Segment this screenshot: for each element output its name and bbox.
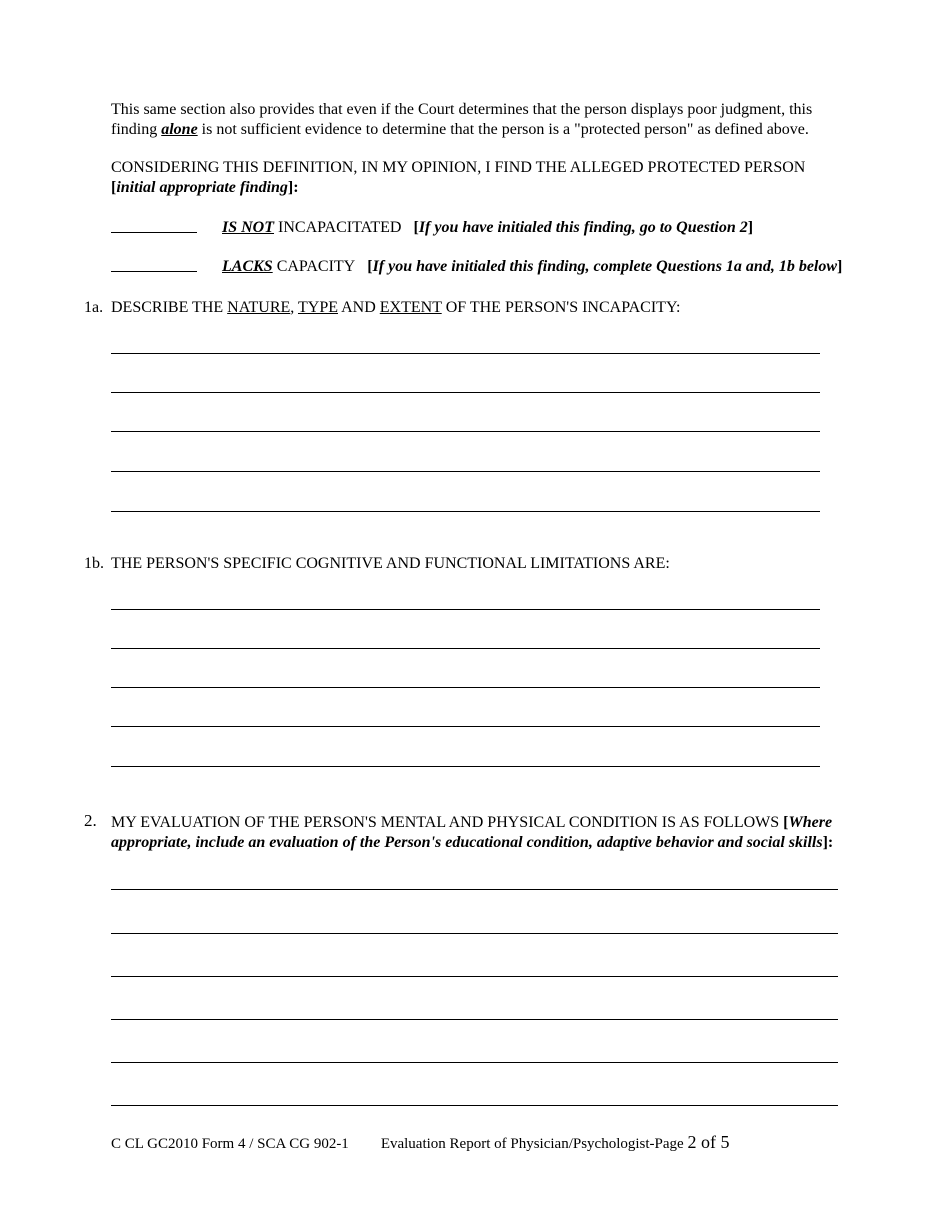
q1b-answer-line[interactable] bbox=[111, 687, 820, 688]
finding-2-keyword: LACKS bbox=[222, 258, 273, 275]
intro-line-2 bbox=[111, 120, 901, 140]
q1a-sep2: AND bbox=[337, 299, 380, 316]
q1a-answer-line[interactable] bbox=[111, 471, 820, 472]
q2-number: 2. bbox=[84, 811, 97, 830]
q1a-answer-line[interactable] bbox=[111, 392, 820, 393]
finding-is-not-incapacitated bbox=[111, 218, 197, 239]
q2-text: MY EVALUATION OF THE PERSON'S MENTAL AND PHYSICAL CONDITION IS AS FOLLOWS bbox=[111, 814, 784, 831]
initial-blank-lacks[interactable] bbox=[111, 257, 197, 272]
footer-page-number: 2 of 5 bbox=[687, 1132, 730, 1152]
finding-2-rest: CAPACITY bbox=[272, 258, 356, 275]
intro-line-2-pre: finding bbox=[111, 121, 162, 138]
page-footer bbox=[111, 1132, 729, 1154]
q2-answer-line[interactable] bbox=[111, 1019, 838, 1020]
finding-1-open: [ bbox=[413, 219, 419, 236]
q1a-extent: EXTENT bbox=[379, 299, 442, 316]
q1b-text: THE PERSON'S SPECIFIC COGNITIVE AND FUNCTIONAL LIMITATIONS ARE: bbox=[111, 555, 670, 572]
q2-instruction-line-2: appropriate, include an evaluation of the Person's educational condition, adaptive behavior and social skills bbox=[111, 834, 823, 851]
finding-1-rest: INCAPACITATED bbox=[274, 219, 402, 236]
q1b-answer-line[interactable] bbox=[111, 609, 820, 610]
intro-line-1: This same section also provides that even if the Court determines that the person displays poor judgment, this bbox=[111, 101, 813, 118]
q1a-type: TYPE bbox=[297, 299, 338, 316]
q1b-answer-line[interactable] bbox=[111, 766, 820, 767]
finding-lacks-text bbox=[222, 257, 842, 277]
finding-2-close: ] bbox=[837, 258, 843, 275]
considering-close-bracket: ]: bbox=[287, 179, 299, 196]
intro-line-2-post: is not sufficient evidence to determine that the person is a "protected person" as defined above. bbox=[197, 121, 809, 138]
q1a-number: 1a. bbox=[84, 299, 104, 316]
q1a-answer-line[interactable] bbox=[111, 353, 820, 354]
considering-line-2 bbox=[111, 178, 901, 198]
considering-line-1: CONSIDERING THIS DEFINITION, IN MY OPINION, I FIND THE ALLEGED PROTECTED PERSON bbox=[111, 159, 806, 176]
q2-answer-line[interactable] bbox=[111, 933, 838, 934]
q1b-answer-line[interactable] bbox=[111, 726, 820, 727]
q2-close: ]: bbox=[822, 834, 834, 851]
q2-line-2 bbox=[111, 833, 833, 853]
footer-title: Evaluation Report of Physician/Psychologist-Page bbox=[380, 1136, 684, 1152]
finding-1-instruction: If you have initialed this finding, go to Question 2 bbox=[418, 219, 748, 236]
footer-form-id: C CL GC2010 Form 4 / SCA CG 902-1 bbox=[111, 1136, 349, 1152]
q1b-answer-line[interactable] bbox=[111, 648, 820, 649]
q1a-nature: NATURE bbox=[227, 299, 291, 316]
q1a-answer-line[interactable] bbox=[111, 511, 820, 512]
considering-instruction: initial appropriate finding bbox=[116, 179, 288, 196]
finding-1-close: ] bbox=[747, 219, 754, 236]
q2-answer-line[interactable] bbox=[111, 1105, 838, 1106]
finding-1-keyword: IS NOT bbox=[222, 219, 275, 236]
considering-open-bracket: [ bbox=[111, 179, 117, 196]
q2-answer-line[interactable] bbox=[111, 976, 838, 977]
q2-open: [ bbox=[783, 814, 789, 831]
q2-answer-line[interactable] bbox=[111, 1062, 838, 1063]
finding-is-not-text bbox=[222, 218, 753, 238]
finding-lacks-capacity bbox=[111, 257, 197, 278]
q1a-text bbox=[111, 298, 680, 318]
q1a-pre: DESCRIBE THE bbox=[111, 299, 228, 316]
q1a-sep1: , bbox=[290, 299, 298, 316]
initial-blank-is-not[interactable] bbox=[111, 218, 197, 233]
q2-instruction-line-1: Where bbox=[788, 814, 833, 831]
q2-answer-line[interactable] bbox=[111, 889, 838, 890]
q1a-post: OF THE PERSON'S INCAPACITY: bbox=[441, 299, 681, 316]
q1a-answer-line[interactable] bbox=[111, 431, 820, 432]
alone-emphasis: alone bbox=[161, 121, 198, 138]
intro-paragraph bbox=[111, 100, 901, 140]
q2-line-1 bbox=[111, 813, 832, 833]
considering-paragraph bbox=[111, 158, 901, 198]
finding-2-open: [ bbox=[367, 258, 373, 275]
finding-2-instruction: If you have initialed this finding, complete Questions 1a and, 1b below bbox=[372, 258, 838, 275]
q1b-number: 1b. bbox=[84, 555, 104, 572]
